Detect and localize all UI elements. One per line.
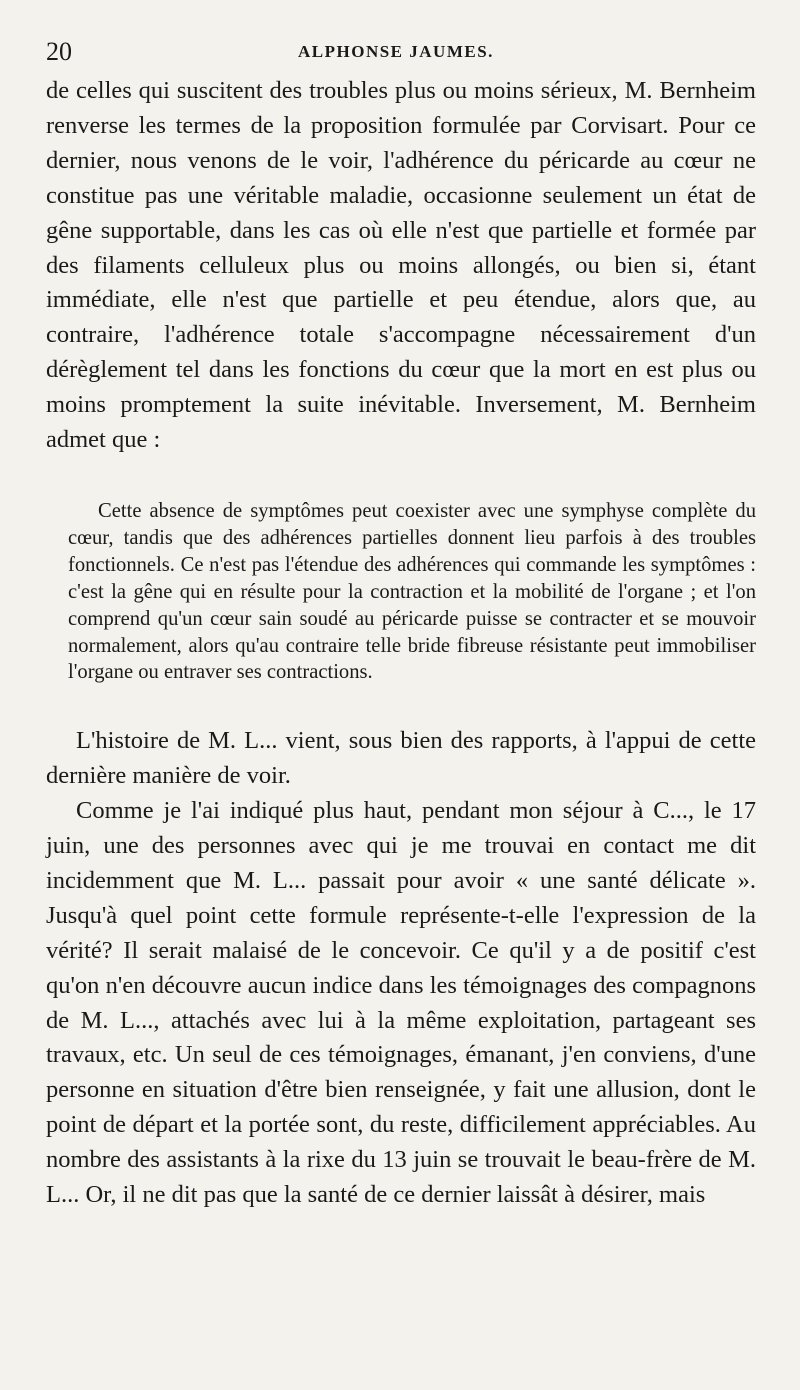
paragraph: Comme je l'ai indiqué plus haut, pendant mon séjour à C..., le 17 juin, une des personnes avec qui je me trouvai en contact me dit incidemment que M. L... passait pour avoir « une santé délicate ». Jusqu'à quel point cette formule représente-t-elle l'expression de la vérité? Il serait malaisé de le concevoir. Ce qu'il y a de positif c'est qu'on n'en découvre aucun indice dans les témoignages des compagnons de M. L..., attachés avec lui à la même exploitation, partageant ses travaux, etc. Un seul de ces témoignages, émanant, j'en conviens, d'une personne en situation d'être bien renseignée, y fait une allusion, dont le point de départ et la portée sont, du reste, difficilement appréciables. Au nombre des assistants à la rixe du 13 juin se trouvait le beau-frère de M. L... Or, il ne dit pas que la santé de ce dernier laissât à désirer, mais [46,797,756,1209]
main-text [46,74,756,1213]
quote-text: Cette absence de symptômes peut coexister avec une symphyse complète du cœur, tandis que des adhérences partielles donnent lieu parfois à des troubles fonctionnels. Ce n'est pas l'étendue des adhérences qui commande les symptômes : c'est la gêne qui en résulte pour la contraction et la mobilité de l'organe ; et l'on comprend qu'un cœur sain soudé au péricarde puisse se contracter et se mouvoir normalement, alors qu'au contraire telle bride fibreuse résistante peut immobiliser l'organe ou entraver ses contractions. [68,499,756,684]
running-title: ALPHONSE JAUMES. [298,42,494,61]
running-head [46,30,756,74]
paragraph-continued: de celles qui suscitent des troubles plus ou moins sérieux, M. Bernheim renverse les termes de la proposition formulée par Corvisart. Pour ce dernier, nous venons de le voir, l'adhérence du péricarde au cœur ne constitue pas une véritable maladie, occasionne seulement un état de gêne supportable, dans les cas où elle n'est que partielle et formée par des filaments celluleux plus ou moins allongés, ou bien si, étant immédiate, elle n'est que partielle et peu étendue, alors que, au contraire, l'adhérence totale s'accompagne nécessairement d'un dérèglement tel dans les fonctions du cœur que la mort en est plus ou moins promptement la suite inévitable. Inversement, M. Bernheim admet que : [46,77,756,454]
paragraph: L'histoire de M. L... vient, sous bien des rapports, à l'appui de cette dernière manière de voir. [46,727,756,790]
block-quote [46,498,756,686]
page-number: 20 [46,37,72,66]
